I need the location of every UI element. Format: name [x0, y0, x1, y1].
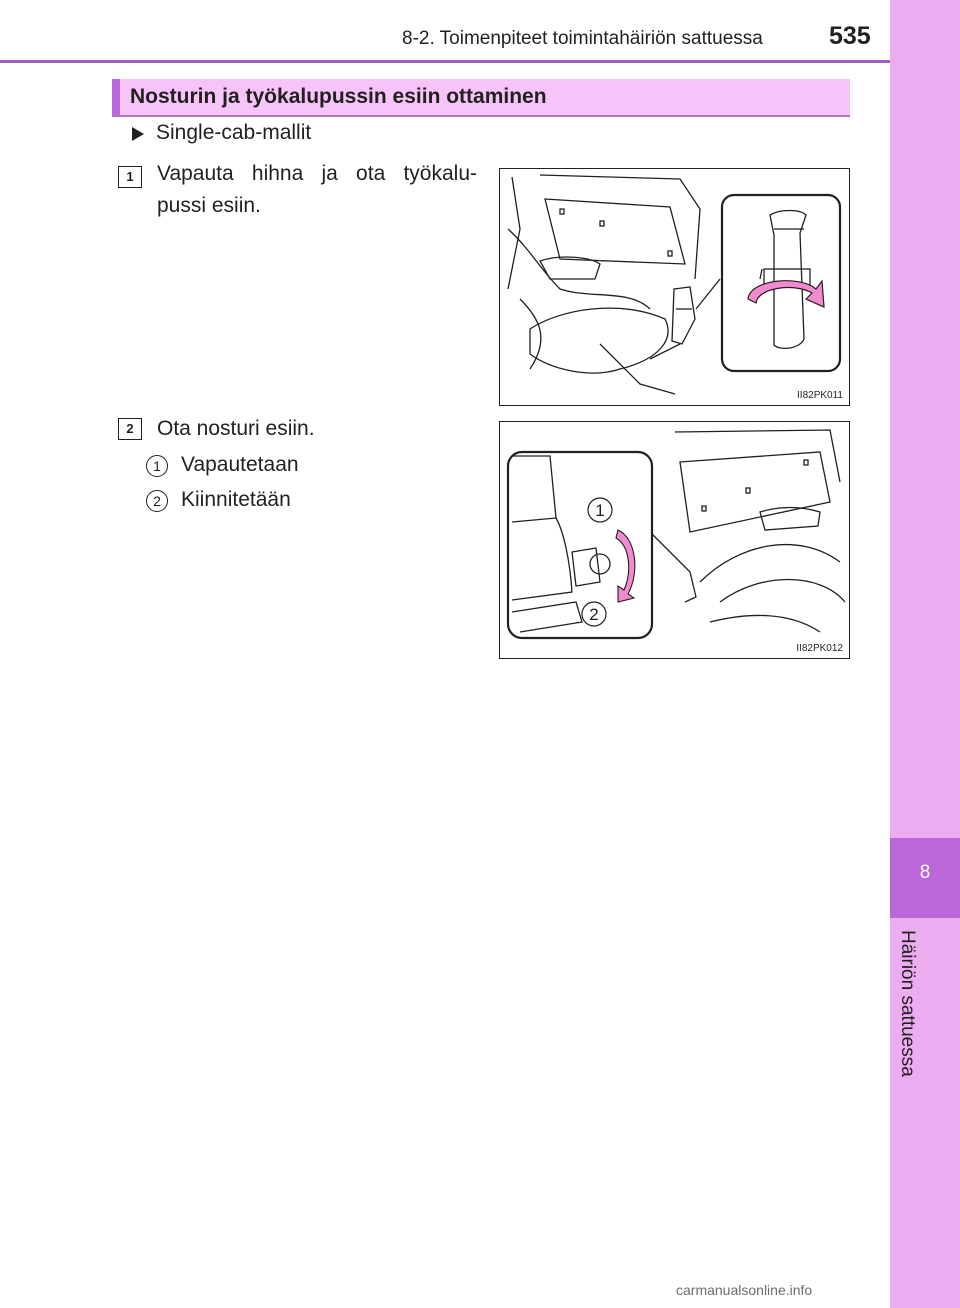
page-number: 535	[829, 22, 871, 50]
subheading: Single-cab-mallit	[156, 121, 312, 144]
section-title: Nosturin ja työkalupussin esiin ottaminen	[130, 85, 547, 108]
list-item-release: Vapautetaan	[181, 453, 299, 476]
side-tab-strip	[890, 0, 960, 1308]
watermark-link[interactable]: carmanualsonline.info	[676, 1282, 813, 1298]
list-number-2: 2	[146, 490, 168, 512]
running-header-title: 8-2. Toimenpiteet toimintahäiriön sattuessa	[402, 28, 763, 49]
list-item-fasten: Kiinnitetään	[181, 488, 291, 511]
section-heading-bar	[112, 79, 120, 115]
callout-1: 1	[595, 501, 605, 520]
header-rule	[0, 60, 890, 63]
chapter-tab	[890, 838, 960, 918]
chapter-number: 8	[919, 862, 931, 883]
tool-bag-illustration	[500, 169, 849, 405]
section-heading	[112, 79, 850, 117]
triangle-bullet-icon	[132, 127, 144, 141]
figure-step-1	[499, 168, 850, 406]
step-2-badge: 2	[118, 418, 142, 440]
step-2-text: Ota nosturi esiin.	[157, 417, 315, 440]
figure-step-2	[499, 421, 850, 659]
callout-2: 2	[589, 605, 599, 624]
figure-code: II82PK011	[797, 390, 843, 401]
step-1-badge: 1	[118, 166, 142, 188]
jack-illustration	[500, 422, 849, 658]
figure-code: II82PK012	[796, 643, 843, 654]
step-1-text-line1: Vapauta hihna ja ota työkalu-	[157, 162, 477, 185]
chapter-title: Häiriön sattuessa	[897, 930, 918, 1077]
list-number-1: 1	[146, 455, 168, 477]
step-1-text-line2: pussi esiin.	[157, 194, 261, 217]
